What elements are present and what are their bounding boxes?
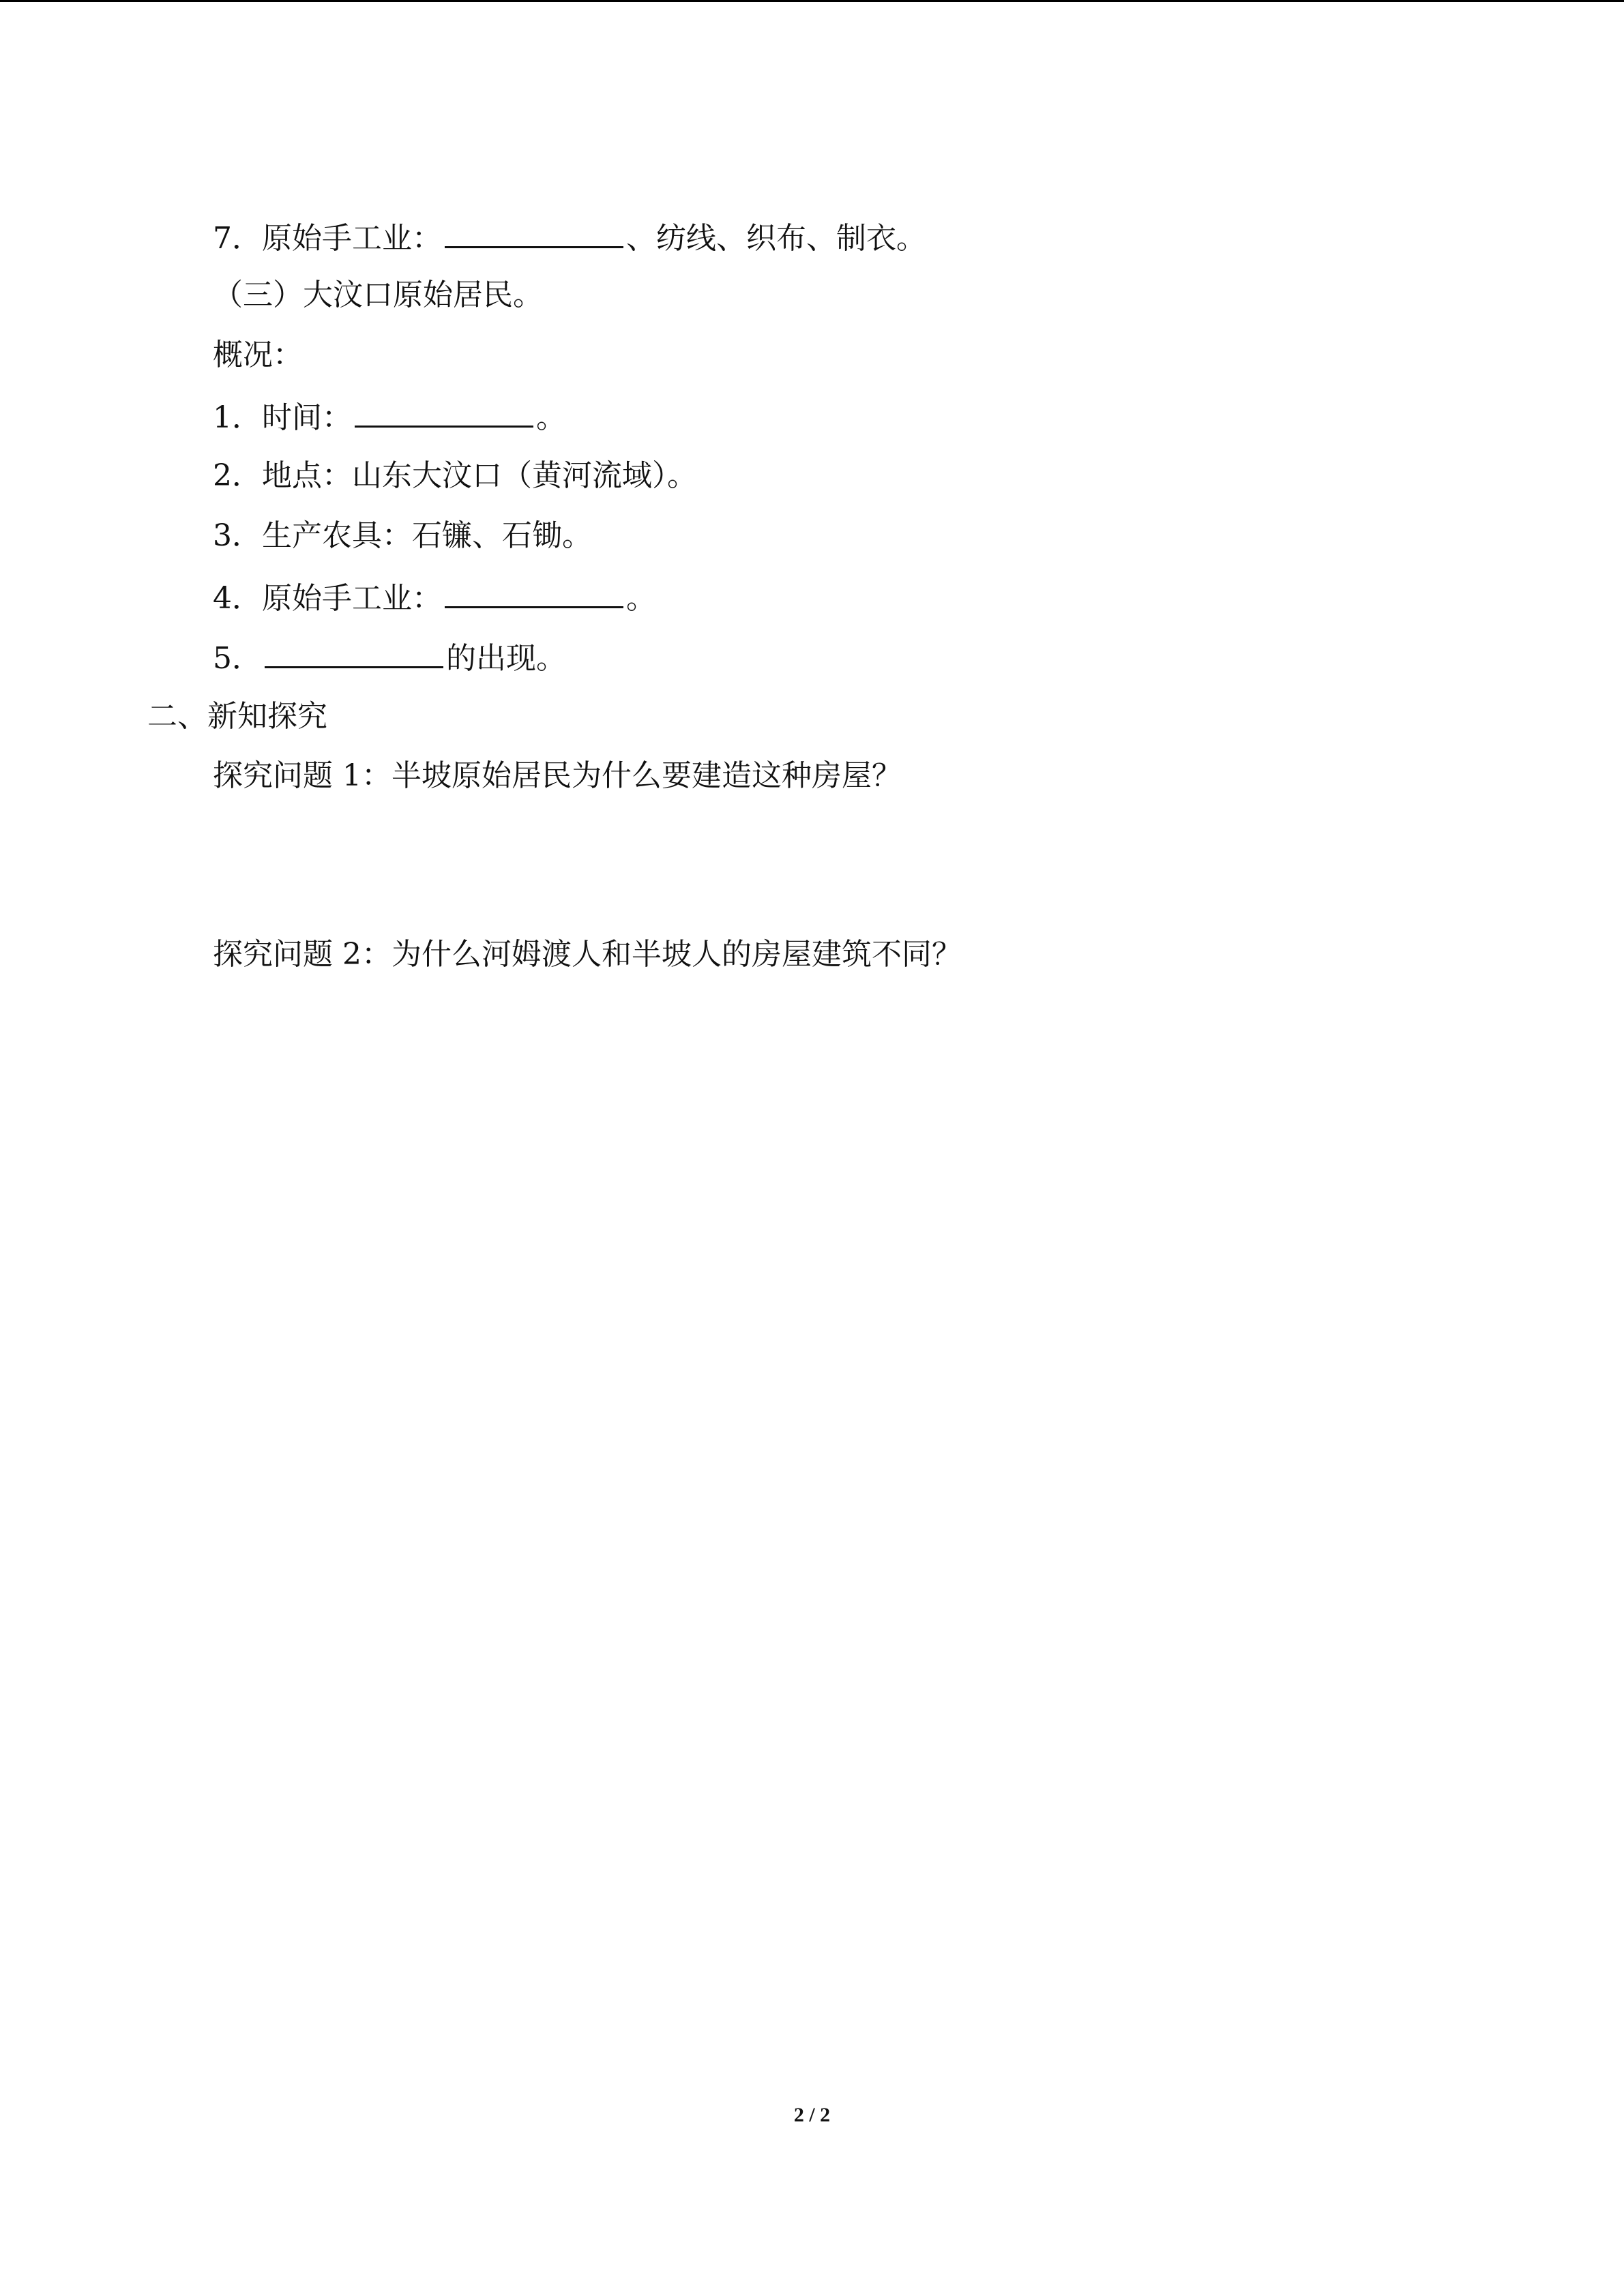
item-5-suffix: 的出现。 [446, 641, 566, 676]
item-2-location: 2．地点：山东大汶口（黄河流域）。 [213, 458, 697, 493]
overview-label: 概况： [213, 338, 303, 372]
fill-blank-1[interactable] [445, 216, 623, 248]
fill-blank-3[interactable] [445, 576, 623, 608]
item-5-emergence [213, 636, 566, 677]
page-number: 2 / 2 [793, 2104, 831, 2126]
item-3-tools: 3．生产农具：石镰、石锄。 [213, 518, 592, 553]
item-1-prefix: 1．时间： [213, 400, 352, 435]
section-3-heading: （三）大汶口原始居民。 [213, 278, 543, 312]
inquiry-question-1: 探究问题 1：半坡原始居民为什么要建造这种房屋？ [213, 758, 902, 793]
item-7-suffix: 、纺线、织布、制衣。 [626, 221, 926, 256]
item-4-suffix: 。 [626, 581, 656, 616]
item-4-prefix: 4．原始手工业： [213, 581, 442, 616]
item-7-handicraft [213, 216, 926, 257]
item-1-suffix: 。 [536, 400, 566, 435]
inquiry-question-2: 探究问题 2：为什么河姆渡人和半坡人的房屋建筑不同？ [213, 937, 962, 972]
item-7-prefix: 7．原始手工业： [213, 221, 442, 256]
fill-blank-4[interactable] [265, 636, 443, 668]
item-1-time [213, 396, 566, 436]
item-4-handicraft [213, 576, 656, 617]
fill-blank-2[interactable] [355, 396, 533, 428]
top-border [0, 0, 1624, 2]
section-2-heading: 二、新知探究 [147, 699, 327, 734]
item-5-prefix: 5． [213, 641, 262, 676]
